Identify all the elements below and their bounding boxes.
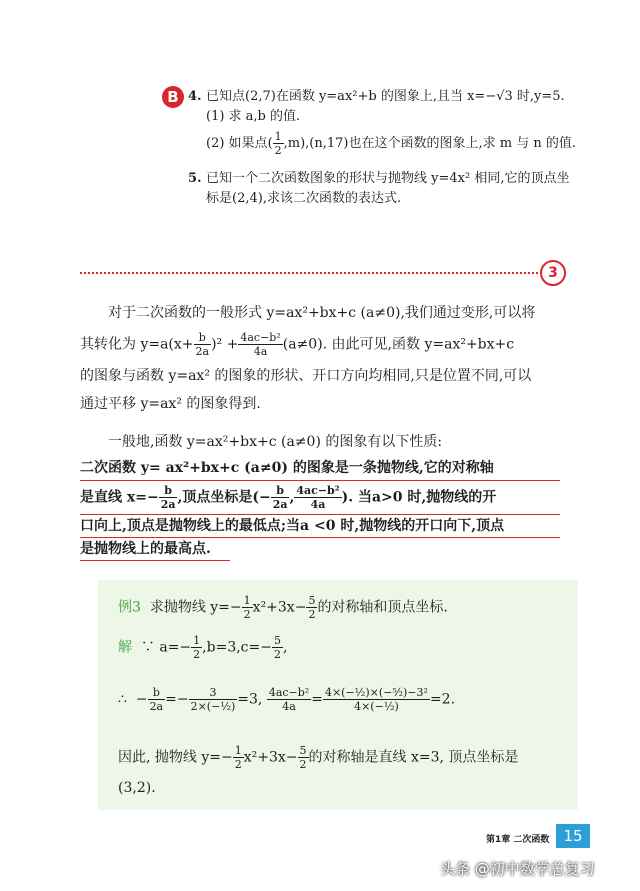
q4-part2: (2) 如果点( $\frac{1}{2}$ ,m),(n,17)也在这个函数的图象上,求 m 与 n 的值. bbox=[206, 130, 576, 157]
chapter-label: 第1章 二次函数 bbox=[486, 835, 550, 845]
property-underline-4 bbox=[80, 560, 230, 561]
page-number-tab: 15 bbox=[556, 824, 590, 848]
section-number-badge: 3 bbox=[540, 260, 566, 286]
property-underline-1 bbox=[80, 480, 560, 481]
intro-line1: 对于二次函数的一般形式 y=ax²+bx+c (a≠0),我们通过变形,可以将 bbox=[108, 305, 536, 321]
solution-line2: ∴ − $\frac{b}{2a}$ =− $\frac{3}{\text{2×(−½)}}$ =3, $\frac{\text{4ac−b²}}{4a}$ = $\frac{\text{4×(−½)×(−⁵⁄₂)−3²}}{\text{4×(−½)}}$ =2. bbox=[118, 686, 456, 713]
q4-part1: (1) 求 a,b 的值. bbox=[206, 109, 301, 124]
q5-line1: 已知一个二次函数图象的形状与抛物线 y=4x² 相同,它的顶点坐 bbox=[206, 171, 570, 186]
property-line3: 口向上,顶点是抛物线上的最低点;当a <0 时,抛物线的开口向下,顶点 bbox=[80, 518, 505, 534]
intro-line2: 其转化为 y=a(x+ $\frac{b}{2a}$ )² + $\frac{\text{4ac−b²}}{4a}$ (a≠0). 由此可见,函数 y=ax²+bx+c bbox=[80, 331, 515, 358]
section-divider bbox=[80, 272, 538, 274]
property-line4: 是抛物线上的最高点. bbox=[80, 541, 211, 557]
q4-part2-rest: ,m),(n,17)也在这个函数的图象上,求 m 与 n 的值. bbox=[283, 136, 576, 151]
q4-text: 已知点(2,7)在函数 y=ax²+b 的图象上,且当 x=−√3 时,y=5. bbox=[206, 89, 565, 104]
q4-part2-fraction: $\frac{1}{2}$ bbox=[274, 130, 282, 157]
intro-line3: 的图象与函数 y=ax² 的图象的形状、开口方向均相同,只是位置不同,可以 bbox=[80, 368, 532, 384]
property-lead: 一般地,函数 y=ax²+bx+c (a≠0) 的图象有以下性质: bbox=[108, 434, 443, 450]
solution-label: 解 bbox=[118, 639, 132, 656]
q4-part2-prefix: (2) 如果点 bbox=[206, 136, 268, 151]
exercise-level-badge: B bbox=[162, 86, 184, 108]
example-question: 例3 求抛物线 y=− $\frac{1}{2}$ x²+3x− $\frac{5}{2}$ 的对称轴和顶点坐标. bbox=[118, 594, 448, 621]
q5-number: 5. bbox=[188, 171, 202, 186]
conclusion-line1: 因此, 抛物线 y=− $\frac{1}{2}$ x²+3x− $\frac{5}{2}$ 的对称轴是直线 x=3, 顶点坐标是 bbox=[118, 744, 519, 771]
conclusion-line2: (3,2). bbox=[118, 780, 156, 796]
property-underline-2 bbox=[80, 514, 560, 515]
property-underline-3 bbox=[80, 537, 560, 538]
solution-line1: 解 ∵ a=− $\frac{1}{2}$ ,b=3,c=− $\frac{5}{2}$ , bbox=[118, 634, 288, 661]
watermark-text: 头条 @初中数学总复习 bbox=[440, 860, 595, 878]
example-label: 例3 bbox=[118, 599, 141, 616]
property-line2: 是直线 x=− $\frac{b}{2a}$ ,顶点坐标是(− $\frac{b}{2a}$ , $\frac{\text{4ac−b²}}{4a}$ ). 当a>0 时,抛物线的开 bbox=[80, 484, 497, 511]
q4-number: 4. bbox=[188, 89, 202, 104]
intro-line4: 通过平移 y=ax² 的图象得到. bbox=[80, 396, 261, 412]
property-line1: 二次函数 y= ax²+bx+c (a≠0) 的图象是一条抛物线,它的对称轴 bbox=[80, 460, 494, 476]
q5-line2: 标是(2,4),求该二次函数的表达式. bbox=[206, 191, 402, 206]
